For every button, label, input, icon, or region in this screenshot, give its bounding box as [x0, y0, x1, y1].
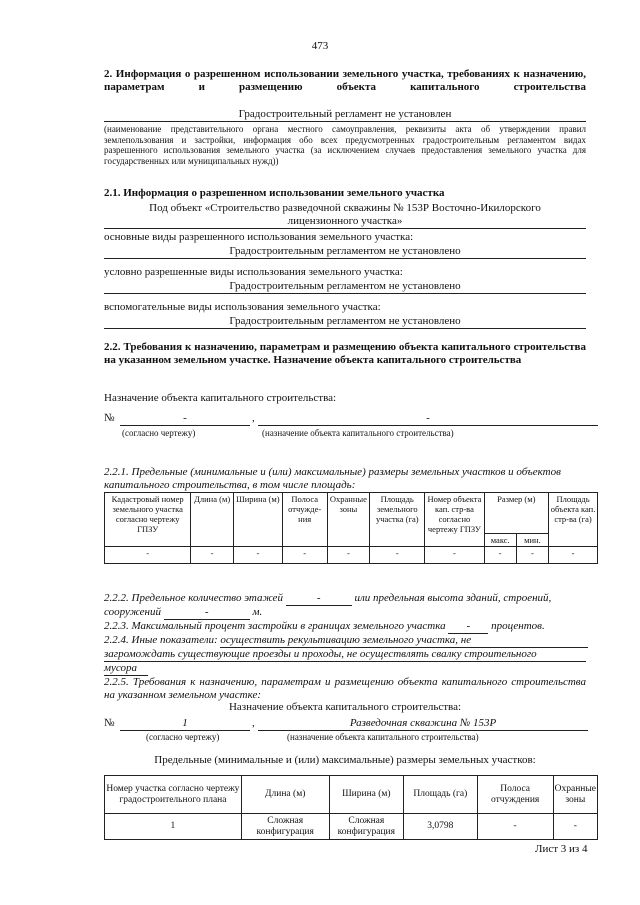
purpose-label: Назначение объекта капитального строительства: [104, 392, 337, 404]
header-area: Площадь земельного участка (га) [370, 493, 425, 547]
header-width: Ширина (м) [233, 493, 282, 547]
caption-drawing: (согласно чертежу) [122, 428, 196, 438]
cell-area: 3,0798 [404, 814, 478, 840]
cell: - [105, 547, 191, 564]
other-line-1: осуществить рекультивацию земельного участка, не [220, 634, 588, 648]
conditional-uses-value: Градостроительным регламентом не установлено [104, 280, 586, 294]
auxiliary-uses-label: вспомогательные виды использования земельного участка: [104, 301, 381, 313]
sizes-title: Предельные (минимальные и (или) максимальные) размеры земельных участков: [154, 754, 536, 766]
cell: - [191, 547, 234, 564]
section-2-2-5-title: 2.2.5. Требования к назначению, параметрам и размещению объекта капитального строительства на указанном земельном участке: [104, 676, 586, 701]
height-label: или предельная высота зданий, строений, [354, 592, 552, 604]
object-purpose-2: Разведочная скважина № 153Р [258, 717, 588, 731]
cell: - [516, 547, 548, 564]
regulation-value: Градостроительный регламент не установлен [104, 108, 586, 122]
header-length-2: Длина (м) [241, 776, 329, 814]
main-uses-label: основные виды разрешенного использования земельного участка: [104, 231, 414, 243]
auxiliary-uses-value: Градостроительным регламентом не установлено [104, 315, 586, 329]
cell: - [484, 547, 516, 564]
object-line-2: лицензионного участка» [104, 215, 586, 229]
header-strip-2: Полоса отчуждения [477, 776, 553, 814]
header-size-min: мин. [516, 534, 548, 547]
comma: , [252, 412, 255, 424]
section-2-title-text: 2. Информация о разрешенном использовании земельного участка, требованиях к назначению, параметрам и размещению объекта капитального строительства [104, 68, 586, 93]
header-length: Длина (м) [191, 493, 234, 547]
regulation-caption: (наименование представительного органа местного самоуправления, реквизиты акта об утверждении правил землепользования и застройки, информация обо всех предусмотренных градостроительным регламентом видах разрешенного использования земельного участка (за исключением случаев предоставления земельного участка для государственных или муниципальных нужд)) [104, 124, 586, 166]
section-2-2-title: 2.2. Требования к назначению, параметрам и размещению объекта капитального строительства на указанном земельном участке. Назначение объекта капитального строительства [104, 341, 586, 366]
other-line-3: мусора [104, 662, 148, 676]
section-2-2-2 [104, 592, 594, 606]
comma-2: , [252, 717, 255, 729]
section-2-2-3 [104, 620, 594, 634]
header-size-max: макс. [484, 534, 516, 547]
other-label: 2.2.4. Иные показатели: [104, 634, 218, 646]
header-size: Размер (м) [484, 493, 548, 534]
cell: - [327, 547, 370, 564]
header-object-area: Площадь объекта кап. стр-ва (га) [549, 493, 598, 547]
no-prefix-2: № [104, 717, 115, 729]
dimensions-table [104, 492, 598, 564]
header-width-2: Ширина (м) [329, 776, 403, 814]
object-line-1: Под объект «Строительство разведочной скважины № 153Р Восточно-Икилорского [149, 202, 541, 214]
coverage-value: - [448, 620, 488, 634]
cell-protected: - [553, 814, 597, 840]
floors-label: 2.2.2. Предельное количество этажей [104, 592, 283, 604]
cell: - [425, 547, 484, 564]
no-prefix: № [104, 412, 115, 424]
sizes-table [104, 775, 598, 840]
cell: - [370, 547, 425, 564]
page-number: 473 [311, 40, 329, 52]
floors-value: - [286, 592, 352, 606]
cell-length: Сложная конфигурация [241, 814, 329, 840]
object-purpose: - [258, 412, 598, 426]
header-protected: Охранные зоны [327, 493, 370, 547]
header-area-2: Площадь (га) [404, 776, 478, 814]
caption-drawing-2: (согласно чертежу) [146, 732, 220, 742]
header-cadastral: Кадастровый номер земельного участка согласно чертежу ГПЗУ [105, 493, 191, 547]
coverage-label: 2.2.3. Максимальный процент застройки в границах земельного участка [104, 620, 446, 632]
cell: - [233, 547, 282, 564]
conditional-uses-label: условно разрешенные виды использования земельного участка: [104, 266, 403, 278]
cell-strip: - [477, 814, 553, 840]
other-line-2: загромождать существующие проезды и проходы, не осуществлять свалку строительного [104, 648, 586, 662]
sheet-number: Лист 3 из 4 [535, 843, 588, 855]
coverage-unit: процентов. [491, 620, 545, 632]
caption-purpose-2: (назначение объекта капитального строительства) [287, 732, 479, 742]
purpose-label-2: Назначение объекта капитального строительства: [228, 701, 462, 713]
cell: - [549, 547, 598, 564]
caption-purpose: (назначение объекта капитального строительства) [262, 428, 454, 438]
header-object-no: Номер объекта кап. стр-ва согласно чертежу ГПЗУ [425, 493, 484, 547]
section-2-2-2-line2 [104, 606, 594, 620]
section-2-title [104, 68, 586, 94]
structures-label: сооружений [104, 606, 161, 618]
header-plot-no: Номер участка согласно чертежу градостроительного плана [105, 776, 242, 814]
height-value: - [164, 606, 250, 620]
drawing-number: - [120, 412, 250, 426]
drawing-number-2: 1 [120, 717, 250, 731]
header-strip: Полоса отчужде-ния [282, 493, 327, 547]
section-2-2-1-title: 2.2.1. Предельные (минимальные и (или) максимальные) размеры земельных участков и объектов капитального строительства, в том числе площадь: [104, 466, 561, 491]
height-unit: м. [252, 606, 263, 618]
section-2-2-4 [104, 634, 594, 648]
header-protected-2: Охранные зоны [553, 776, 597, 814]
cell-width: Сложная конфигурация [329, 814, 403, 840]
section-2-1-title: 2.1. Информация о разрешенном использовании земельного участка [104, 187, 445, 199]
cell-plot-no: 1 [105, 814, 242, 840]
main-uses-value: Градостроительным регламентом не установлено [104, 245, 586, 259]
cell: - [282, 547, 327, 564]
